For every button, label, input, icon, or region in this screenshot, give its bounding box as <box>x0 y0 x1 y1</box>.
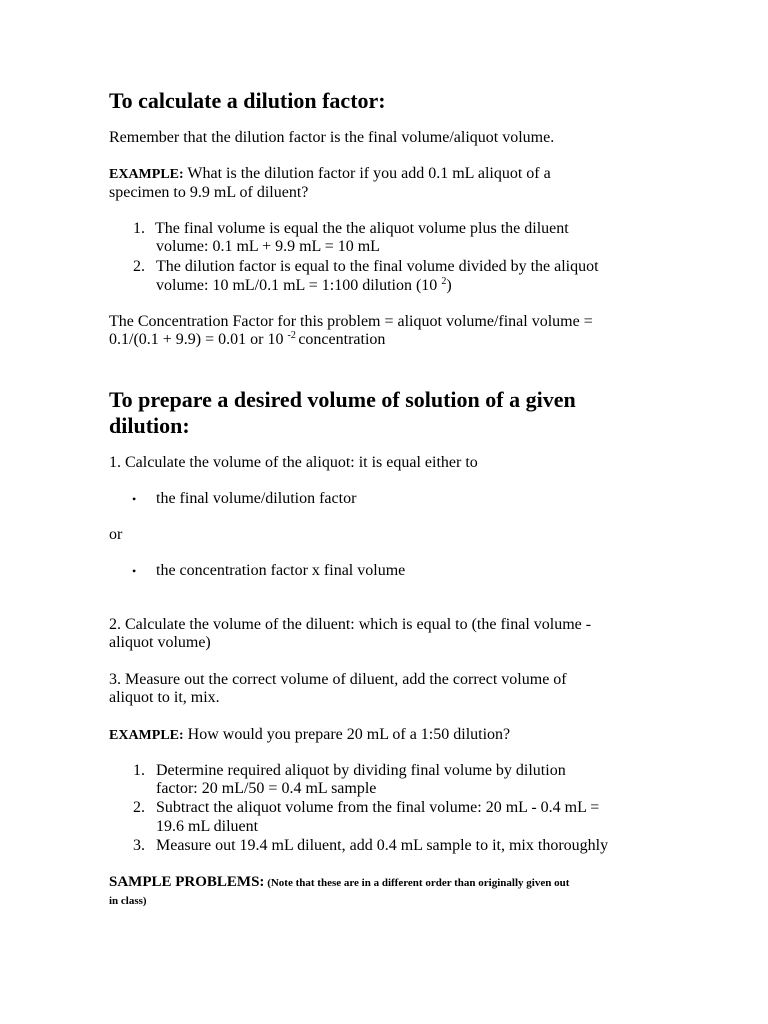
prepare-step-3-line-1: 3. Measure out the correct volume of diluent, add the correct volume of <box>109 671 567 688</box>
or-text: or <box>109 526 123 543</box>
exponent: -2 <box>287 330 299 341</box>
prepare-step-3-line-2: aliquot to it, mix. <box>109 689 220 706</box>
heading-prepare-volume-line-2: dilution: <box>109 413 190 438</box>
ex2-step-3-line-1: Measure out 19.4 mL diluent, add 0.4 mL sample to it, mix thoroughly <box>156 837 609 854</box>
heading-prepare-volume-line-1: To prepare a desired volume of solution of a given <box>109 387 576 412</box>
bullet-icon: • <box>132 492 137 506</box>
example-1-line-1 <box>109 165 551 184</box>
step-2-text: volume: 10 mL/0.1 mL = 1:100 dilution (10 <box>156 277 442 294</box>
intro-paragraph: Remember that the dilution factor is the final volume/aliquot volume. <box>109 129 555 146</box>
ex2-step-2-line-2: 19.6 mL diluent <box>156 818 259 835</box>
heading-dilution-factor: To calculate a dilution factor: <box>109 88 386 113</box>
sample-problems-line-2: in class) <box>109 895 147 907</box>
bullet-icon: • <box>132 564 137 578</box>
step-number: 1. <box>133 220 145 237</box>
step-2-line-2 <box>156 277 452 295</box>
prepare-step-1: 1. Calculate the volume of the aliquot: it is equal either to <box>109 454 478 471</box>
example-question: How would you prepare 20 mL of a 1:50 dilution? <box>183 726 511 743</box>
bullet-item-concentration-factor: the concentration factor x final volume <box>156 562 406 579</box>
exponent: 2 <box>441 276 447 287</box>
ex2-step-1-line-1: Determine required aliquot by dividing final volume by dilution <box>156 762 566 779</box>
step-number: 3. <box>133 837 145 854</box>
prepare-step-2-line-1: 2. Calculate the volume of the diluent: which is equal to (the final volume - <box>109 616 592 633</box>
sample-problems-note: (Note that these are in a different order than originally given out <box>264 877 570 889</box>
step-number: 2. <box>133 799 145 816</box>
ex2-step-2-line-1: Subtract the aliquot volume from the final volume: 20 mL - 0.4 mL = <box>156 799 600 816</box>
concentration-word: concentration <box>298 331 386 348</box>
example-label: EXAMPLE: <box>109 728 184 743</box>
step-number: 1. <box>133 762 145 779</box>
step-1-line-1: The final volume is equal the the aliquot volume plus the diluent <box>155 220 569 237</box>
prepare-step-2-line-2: aliquot volume) <box>109 634 211 651</box>
sample-problems-line-1 <box>109 873 569 892</box>
step-2-line-1: The dilution factor is equal to the final volume divided by the aliquot <box>156 258 599 275</box>
concentration-line-2 <box>109 331 385 349</box>
concentration-text: 0.1/(0.1 + 9.9) = 0.01 or 10 <box>109 331 288 348</box>
step-1-line-2: volume: 0.1 mL + 9.9 mL = 10 mL <box>156 238 380 255</box>
step-2-close: ) <box>446 277 452 294</box>
sample-problems-label: SAMPLE PROBLEMS: <box>109 874 265 890</box>
example-question: What is the dilution factor if you add 0.1 mL aliquot of a <box>183 165 551 182</box>
example-1-line-2: specimen to 9.9 mL of diluent? <box>109 184 309 201</box>
bullet-item-final-volume: the final volume/dilution factor <box>156 490 357 507</box>
step-number: 2. <box>133 258 145 275</box>
ex2-step-1-line-2: factor: 20 mL/50 = 0.4 mL sample <box>156 780 377 797</box>
example-2-line <box>109 726 510 745</box>
example-label: EXAMPLE: <box>109 167 184 182</box>
concentration-line-1: The Concentration Factor for this problem = aliquot volume/final volume = <box>109 313 593 330</box>
